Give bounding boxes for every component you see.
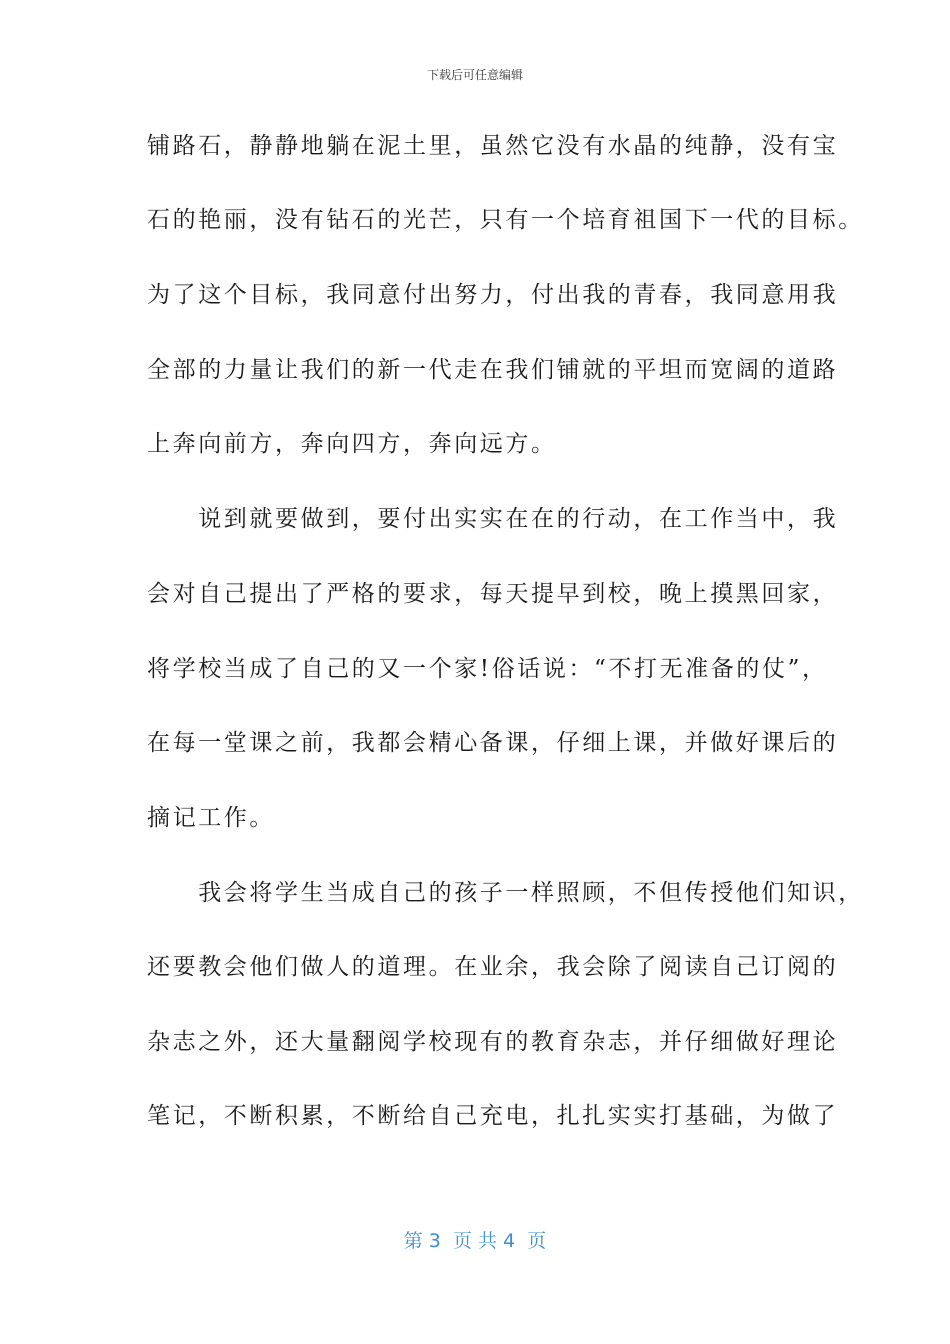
text-line: 还要教会他们做人的道理。在业余，我会除了阅读自己订阅的 (147, 954, 839, 980)
text-line: 摘记工作。 (147, 805, 275, 831)
text-line: 上奔向前方，奔向四方，奔向远方。 (147, 431, 557, 457)
text-line: 铺路石，静静地躺在泥土里，虽然它没有水晶的纯静，没有宝 (147, 133, 839, 159)
text-line: 将学校当成了自己的又一个家!俗话说：“不打无准备的仗”， (147, 656, 828, 682)
text-line: 笔记，不断积累，不断给自己充电，扎扎实实打基础，为做了 (147, 1103, 839, 1129)
text-line: 我会将学生当成自己的孩子一样照顾，不但传授他们知识， (147, 880, 864, 906)
page-header: 下载后可任意编辑 (426, 68, 523, 82)
text-line: 石的艳丽，没有钻石的光芒，只有一个培育祖国下一代的目标。 (147, 207, 864, 233)
text-line: 在每一堂课之前，我都会精心备课，仔细上课，并做好课后的 (147, 730, 839, 756)
page-number-footer: 第 3 页 共 4 页 (403, 1230, 547, 1252)
text-line: 会对自己提出了严格的要求，每天提早到校，晚上摸黑回家， (147, 581, 839, 607)
text-line: 为了这个目标，我同意付出努力，付出我的青春，我同意用我 (147, 282, 839, 308)
text-line: 全部的力量让我们的新一代走在我们铺就的平坦而宽阔的道路 (147, 357, 839, 383)
text-line: 杂志之外，还大量翻阅学校现有的教育杂志，并仔细做好理论 (147, 1029, 839, 1055)
text-line: 说到就要做到，要付出实实在在的行动，在工作当中，我 (147, 506, 839, 532)
